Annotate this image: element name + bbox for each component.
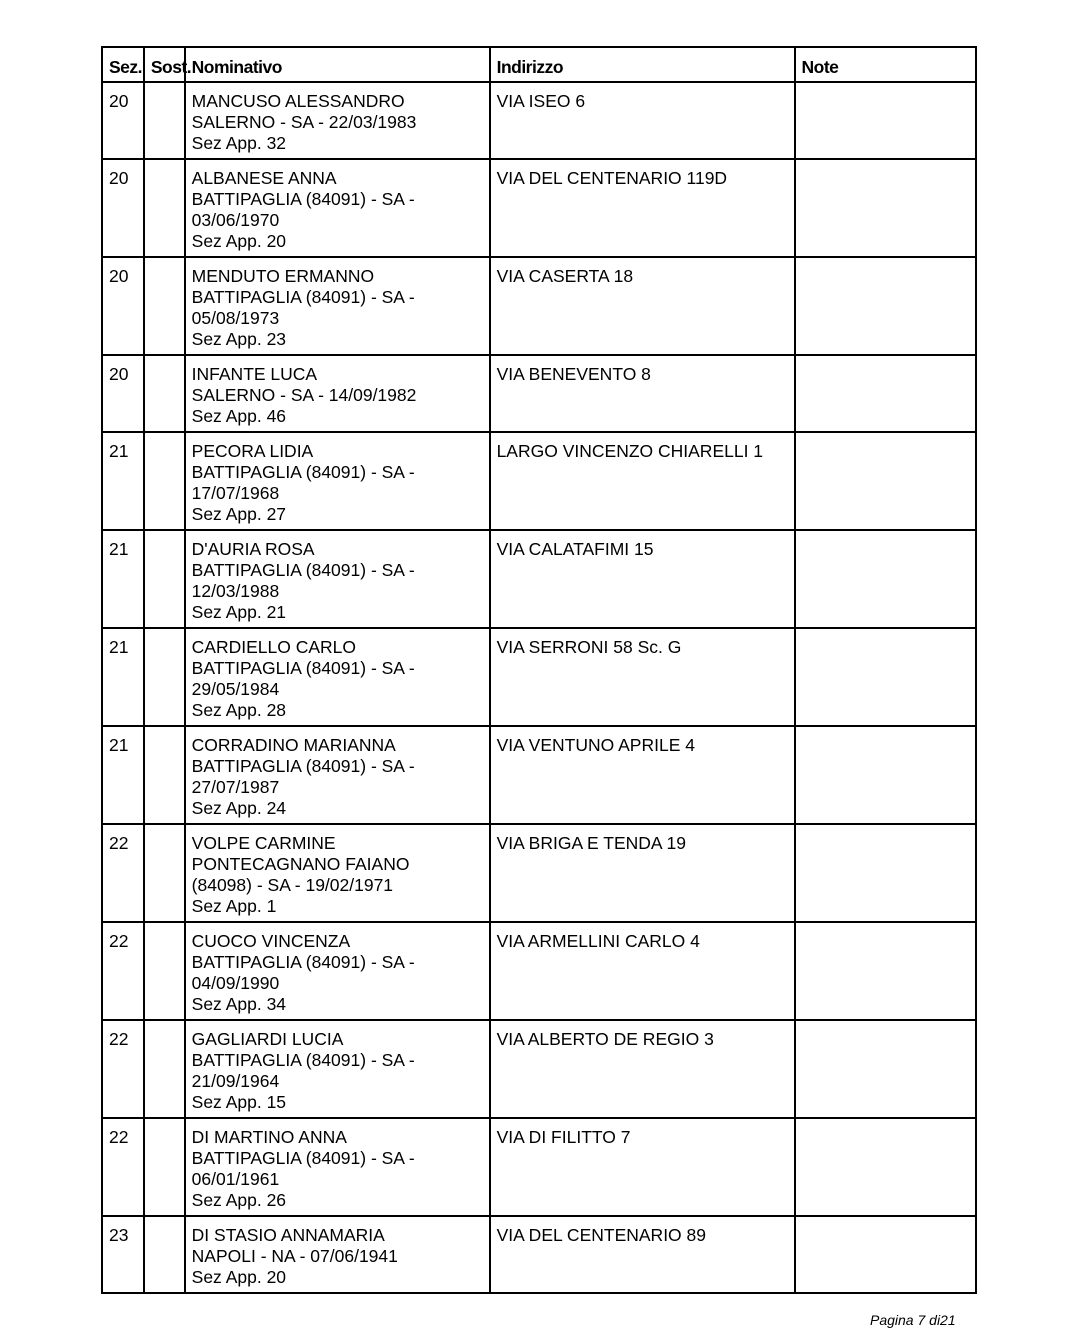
nominativo-line: Sez App. 32	[191, 133, 287, 153]
cell-sez: 20	[102, 355, 144, 432]
cell-sez: 20	[102, 159, 144, 257]
cell-note	[795, 257, 977, 355]
nominativo-line: Sez App. 21	[191, 602, 287, 622]
cell-sost	[144, 726, 185, 824]
nominativo-line: Sez App. 26	[191, 1190, 287, 1210]
electors-table	[101, 46, 977, 1294]
nominativo-line: BATTIPAGLIA (84091) - SA -	[191, 462, 415, 482]
cell-nominativo	[185, 1020, 490, 1118]
cell-sez: 21	[102, 530, 144, 628]
nominativo-line: BATTIPAGLIA (84091) - SA -	[191, 1050, 415, 1070]
header-sost: Sost.	[144, 47, 185, 82]
cell-nominativo	[185, 82, 490, 159]
cell-sost	[144, 432, 185, 530]
nominativo-line: VOLPE CARMINE	[191, 833, 336, 853]
nominativo-line: PONTECAGNANO FAIANO	[191, 854, 410, 874]
cell-note	[795, 824, 977, 922]
nominativo-line: BATTIPAGLIA (84091) - SA -	[191, 1148, 415, 1168]
cell-note	[795, 1118, 977, 1216]
nominativo-line: D'AURIA ROSA	[191, 539, 315, 559]
nominativo-line: DI STASIO ANNAMARIA	[191, 1225, 385, 1245]
cell-sost	[144, 922, 185, 1020]
cell-sost	[144, 1216, 185, 1293]
cell-sost	[144, 257, 185, 355]
table-row	[102, 530, 976, 628]
nominativo-line: 03/06/1970	[191, 210, 280, 230]
nominativo-line: 04/09/1990	[191, 973, 280, 993]
cell-sost	[144, 530, 185, 628]
cell-indirizzo: VIA CALATAFIMI 15	[490, 530, 795, 628]
nominativo-line: 21/09/1964	[191, 1071, 280, 1091]
nominativo-line: BATTIPAGLIA (84091) - SA -	[191, 658, 415, 678]
cell-note	[795, 922, 977, 1020]
table-row	[102, 922, 976, 1020]
table-row	[102, 82, 976, 159]
cell-nominativo	[185, 824, 490, 922]
nominativo-line: CARDIELLO CARLO	[191, 637, 357, 657]
nominativo-line: 06/01/1961	[191, 1169, 280, 1189]
nominativo-line: INFANTE LUCA	[191, 364, 318, 384]
nominativo-line: Sez App. 23	[191, 329, 287, 349]
table-row	[102, 628, 976, 726]
cell-note	[795, 530, 977, 628]
cell-note	[795, 432, 977, 530]
cell-sez: 22	[102, 824, 144, 922]
nominativo-line: 27/07/1987	[191, 777, 280, 797]
cell-sez: 21	[102, 432, 144, 530]
cell-sez: 22	[102, 922, 144, 1020]
table-row	[102, 726, 976, 824]
nominativo-line: SALERNO - SA - 22/03/1983	[191, 112, 417, 132]
table-row	[102, 1020, 976, 1118]
table-header-row	[102, 47, 976, 82]
cell-sez: 21	[102, 726, 144, 824]
nominativo-line: CUOCO VINCENZA	[191, 931, 351, 951]
nominativo-line: SALERNO - SA - 14/09/1982	[191, 385, 417, 405]
table-row	[102, 257, 976, 355]
cell-indirizzo: VIA DI FILITTO 7	[490, 1118, 795, 1216]
nominativo-line: BATTIPAGLIA (84091) - SA -	[191, 560, 415, 580]
cell-nominativo	[185, 726, 490, 824]
cell-sost	[144, 355, 185, 432]
cell-sez: 23	[102, 1216, 144, 1293]
cell-indirizzo: VIA BRIGA E TENDA 19	[490, 824, 795, 922]
nominativo-line: MANCUSO ALESSANDRO	[191, 91, 405, 111]
cell-note	[795, 1020, 977, 1118]
table-row	[102, 159, 976, 257]
cell-sost	[144, 1118, 185, 1216]
cell-sez: 20	[102, 257, 144, 355]
nominativo-line: CORRADINO MARIANNA	[191, 735, 396, 755]
table-body	[102, 82, 976, 1293]
table-row	[102, 824, 976, 922]
nominativo-line: PECORA LIDIA	[191, 441, 314, 461]
cell-note	[795, 628, 977, 726]
cell-note	[795, 726, 977, 824]
nominativo-line: Sez App. 15	[191, 1092, 287, 1112]
cell-sost	[144, 1020, 185, 1118]
table-row	[102, 1216, 976, 1293]
header-sez: Sez.	[102, 47, 144, 82]
cell-indirizzo: VIA BENEVENTO 8	[490, 355, 795, 432]
cell-sez: 20	[102, 82, 144, 159]
nominativo-line: Sez App. 28	[191, 700, 287, 720]
nominativo-line: 17/07/1968	[191, 483, 280, 503]
cell-nominativo	[185, 628, 490, 726]
page-number: Pagina 7 di21	[870, 1312, 956, 1328]
nominativo-line: ALBANESE ANNA	[191, 168, 337, 188]
cell-sost	[144, 159, 185, 257]
nominativo-line: Sez App. 20	[191, 1267, 287, 1287]
cell-note	[795, 82, 977, 159]
cell-indirizzo: VIA ARMELLINI CARLO 4	[490, 922, 795, 1020]
cell-indirizzo: VIA ALBERTO DE REGIO 3	[490, 1020, 795, 1118]
cell-indirizzo: VIA CASERTA 18	[490, 257, 795, 355]
cell-note	[795, 1216, 977, 1293]
cell-indirizzo: VIA ISEO 6	[490, 82, 795, 159]
table-row	[102, 355, 976, 432]
cell-nominativo	[185, 922, 490, 1020]
header-note: Note	[795, 47, 977, 82]
cell-indirizzo: VIA VENTUNO APRILE 4	[490, 726, 795, 824]
cell-sez: 22	[102, 1118, 144, 1216]
cell-sost	[144, 82, 185, 159]
cell-note	[795, 355, 977, 432]
cell-note	[795, 159, 977, 257]
cell-nominativo	[185, 1216, 490, 1293]
cell-indirizzo: LARGO VINCENZO CHIARELLI 1	[490, 432, 795, 530]
cell-nominativo	[185, 257, 490, 355]
nominativo-line: DI MARTINO ANNA	[191, 1127, 347, 1147]
nominativo-line: BATTIPAGLIA (84091) - SA -	[191, 756, 415, 776]
cell-sez: 21	[102, 628, 144, 726]
nominativo-line: Sez App. 20	[191, 231, 287, 251]
nominativo-line: 12/03/1988	[191, 581, 280, 601]
nominativo-line: BATTIPAGLIA (84091) - SA -	[191, 952, 415, 972]
cell-sez: 22	[102, 1020, 144, 1118]
nominativo-line: MENDUTO ERMANNO	[191, 266, 375, 286]
cell-nominativo	[185, 432, 490, 530]
nominativo-line: Sez App. 24	[191, 798, 287, 818]
cell-indirizzo: VIA DEL CENTENARIO 89	[490, 1216, 795, 1293]
nominativo-line: Sez App. 46	[191, 406, 287, 426]
nominativo-line: BATTIPAGLIA (84091) - SA -	[191, 287, 415, 307]
cell-nominativo	[185, 1118, 490, 1216]
cell-sost	[144, 628, 185, 726]
nominativo-line: Sez App. 1	[191, 896, 277, 916]
nominativo-line: GAGLIARDI LUCIA	[191, 1029, 344, 1049]
nominativo-line: 29/05/1984	[191, 679, 280, 699]
nominativo-line: (84098) - SA - 19/02/1971	[191, 875, 394, 895]
table-row	[102, 432, 976, 530]
nominativo-line: Sez App. 27	[191, 504, 287, 524]
header-indirizzo: Indirizzo	[490, 47, 795, 82]
cell-indirizzo: VIA DEL CENTENARIO 119D	[490, 159, 795, 257]
nominativo-line: 05/08/1973	[191, 308, 280, 328]
table-row	[102, 1118, 976, 1216]
nominativo-line: NAPOLI - NA - 07/06/1941	[191, 1246, 398, 1266]
cell-nominativo	[185, 355, 490, 432]
nominativo-line: BATTIPAGLIA (84091) - SA -	[191, 189, 415, 209]
cell-nominativo	[185, 159, 490, 257]
cell-sost	[144, 824, 185, 922]
cell-indirizzo: VIA SERRONI 58 Sc. G	[490, 628, 795, 726]
header-nominativo: Nominativo	[185, 47, 490, 82]
cell-nominativo	[185, 530, 490, 628]
nominativo-line: Sez App. 34	[191, 994, 287, 1014]
